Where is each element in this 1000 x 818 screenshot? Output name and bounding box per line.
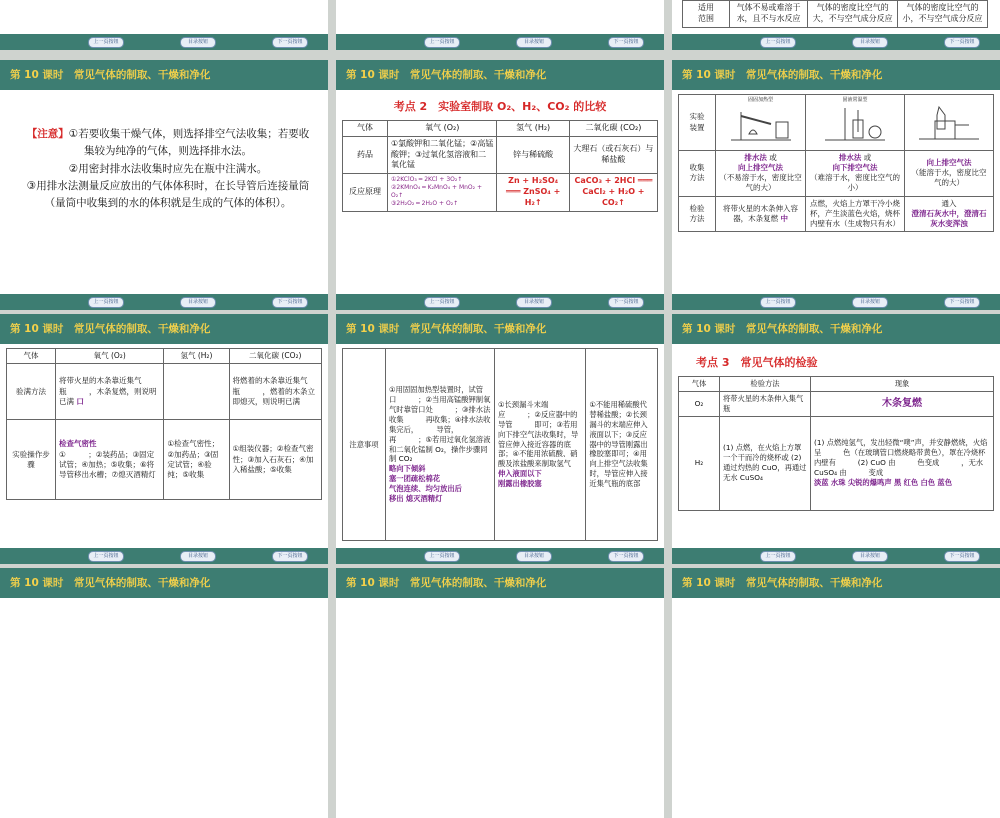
prev-button[interactable]: 上一页按钮 bbox=[88, 297, 124, 308]
notes-co2: ①不能用稀硫酸代替稀盐酸；②长颈漏斗的末端应伸入液面以下；③反应器中的导管刚露出橡胶塞即可；④用向上排空气法收集时，导管应伸入接近集气瓶的底部 bbox=[586, 349, 658, 541]
prev-button[interactable]: 上一页按钮 bbox=[88, 37, 124, 48]
topic-title: 考点 2 实验室制取 O₂、H₂、CO₂ 的比较 bbox=[393, 100, 607, 113]
heating-apparatus-icon bbox=[721, 104, 801, 144]
result-h2 bbox=[811, 416, 994, 510]
slide-header: 第 10 课时 常见气体的制取、干燥和净化 bbox=[672, 568, 1000, 598]
steps-h2: ①检查气密性；②加药品；③固定试管；④验纯；⑤收集 bbox=[164, 420, 229, 500]
slide-test bbox=[672, 314, 1000, 564]
notes-o2-answer-1: 略向下倾斜 bbox=[389, 464, 426, 474]
drugs-co2: 大理石（或石灰石）与稀盐酸 bbox=[569, 136, 657, 173]
toc-button[interactable]: 目录按钮 bbox=[516, 37, 552, 48]
col-head-gas: 气体 bbox=[7, 349, 56, 364]
note-line-3: ③用排水法测量反应放出的气体体积时，在长导管后连接量筒（量筒中收集到的水的体积就是生成的气体的体积）。 bbox=[26, 179, 310, 210]
scope-c2: 气体的密度比空气的大，不与空气成分反应 bbox=[808, 1, 898, 28]
next-button[interactable]: 下一页按钮 bbox=[944, 297, 980, 308]
funnel-apparatus-icon bbox=[909, 99, 989, 143]
slide-header: 第 10 课时 常见气体的制取、干燥和净化 bbox=[336, 60, 664, 90]
row-head-h2: H₂ bbox=[679, 416, 720, 510]
col-head-result: 现象 bbox=[811, 377, 994, 392]
scope-head: 适用 范围 bbox=[683, 1, 730, 28]
row-head-o2: O₂ bbox=[679, 391, 720, 416]
nav-bar bbox=[0, 294, 328, 310]
collect-co2-note: （能溶于水，密度比空气的大） bbox=[911, 168, 987, 188]
collect-o2-or: 或 bbox=[769, 153, 777, 162]
apparatus-liquid bbox=[806, 95, 905, 151]
row-head-drugs: 药品 bbox=[343, 136, 388, 173]
collect-o2-note: （不易溶于水，密度比空气的大） bbox=[719, 173, 802, 193]
notes-o2-answer-5: 熄灭酒精灯 bbox=[405, 493, 443, 503]
result-h2-answer-6: 白色 bbox=[920, 477, 936, 487]
method-o2: 将带火星的木条伸入集气瓶 bbox=[720, 391, 811, 416]
principle-o2 bbox=[388, 174, 497, 211]
result-h2-answer-5: 红色 bbox=[903, 477, 919, 487]
next-button[interactable]: 下一页按钮 bbox=[608, 297, 644, 308]
method-h2: (1) 点燃，在火焰上方罩一个干而冷的烧杯或 (2) 通过灼热的 CuO，再通过无水 CuSO₄ bbox=[720, 416, 811, 510]
collect-o2 bbox=[716, 151, 806, 197]
topic-title: 考点 3 常见气体的检验 bbox=[696, 356, 818, 369]
apparatus-label-1: 固固加热型 bbox=[748, 97, 774, 103]
full-o2 bbox=[56, 364, 164, 420]
principle-co2: CaCO₃ + 2HCl ═══ CaCl₂ + H₂O + CO₂↑ bbox=[569, 174, 657, 211]
notes-h2-answer-2: 刚露出橡胶塞 bbox=[497, 478, 542, 488]
col-head-h2: 氢气 (H₂) bbox=[497, 121, 569, 137]
row-head-principle: 反应原理 bbox=[343, 174, 388, 211]
result-h2-text: (1) 点燃纯氢气，发出轻微“噗”声，并安静燃烧，火焰呈 色（在玻璃管口燃烧略带黄色），罩在冷烧杯内壁有 (2) CuO 由 色变成 ，无水 CuSO₄ 由 变成 bbox=[814, 438, 988, 477]
collect-o2-answer-1: 排水法 bbox=[744, 153, 767, 162]
result-h2-answer-7: 蓝色 bbox=[937, 477, 953, 487]
toc-button[interactable]: 目录按钮 bbox=[180, 551, 216, 562]
row-head-steps: 实验操作步骤 bbox=[7, 420, 56, 500]
row-head-full: 验满方法 bbox=[7, 364, 56, 420]
next-button[interactable]: 下一页按钮 bbox=[944, 37, 980, 48]
slide-body bbox=[678, 94, 994, 290]
slide-header: 第 10 课时 常见气体的制取、干燥和净化 bbox=[672, 60, 1000, 90]
row-head-collect: 收集 方法 bbox=[679, 151, 716, 197]
note-tag: 【注意】 bbox=[26, 128, 69, 140]
steps-o2-text: ① ；②装药品；③固定试管；④加热；⑤收集；⑥将导管移出水槽；⑦熄灭酒精灯 bbox=[59, 449, 156, 479]
full-table bbox=[6, 348, 322, 500]
nav-bar bbox=[672, 548, 1000, 564]
collect-co2-answer: 向上排空气法 bbox=[926, 158, 972, 168]
scope-c1: 气体不易或难溶于水，且不与水反应 bbox=[730, 1, 808, 28]
test-co2-pre: 通入 bbox=[941, 198, 957, 208]
slide-header: 第 10 课时 常见气体的制取、干燥和净化 bbox=[0, 60, 328, 90]
collect-h2-or: 或 bbox=[863, 153, 872, 162]
drugs-h2: 锌与稀硫酸 bbox=[497, 136, 569, 173]
prev-button[interactable]: 上一页按钮 bbox=[760, 551, 796, 562]
col-head-o2: 氧气 (O₂) bbox=[56, 349, 164, 364]
prev-button[interactable]: 上一页按钮 bbox=[424, 37, 460, 48]
collect-co2 bbox=[904, 151, 993, 197]
slide-top-right bbox=[672, 0, 1000, 50]
toc-button[interactable]: 目录按钮 bbox=[180, 297, 216, 308]
slide-header: 第 10 课时 常见气体的制取、干燥和净化 bbox=[336, 314, 664, 344]
result-h2-answer-2: 水珠 bbox=[830, 477, 846, 487]
test-o2 bbox=[716, 196, 806, 231]
scope-table bbox=[682, 0, 988, 28]
nav-bar bbox=[0, 548, 328, 564]
notes-h2-text: ①长颈漏斗末端应 ；②反应器中的导管 即可；③若用向下排空气法收集时，导管应伸入接近容器的底部；④不能用浓硫酸、硝酸及浓盐酸来制取氢气 bbox=[497, 400, 579, 469]
collect-h2-answer-1: 排水法 bbox=[838, 153, 862, 162]
note-line-2: ②用密封排水法收集时应先在瓶中注满水。 bbox=[68, 162, 268, 175]
collect-table bbox=[678, 94, 994, 232]
toc-button[interactable]: 目录按钮 bbox=[516, 297, 552, 308]
nav-bar bbox=[336, 294, 664, 310]
full-co2: 将燃着的木条靠近集气瓶 ，燃着的木条立即熄灭，则说明已满 bbox=[229, 364, 322, 420]
notes-o2-text: ①用固固加热型装置时，试管口 ；②当用高锰酸钾制氧气时靠管口处 ；③排水法收集 再收集；④排水法收集完后， 导管，再 ；⑤若用过氧化氢溶液和二氧化锰制 O₂，操作步骤同制 CO₂ bbox=[389, 385, 491, 464]
col-head-h2: 氢气 (H₂) bbox=[164, 349, 229, 364]
result-h2-answer-3: 尖锐的爆鸣声 bbox=[847, 477, 892, 487]
nav-bar bbox=[336, 34, 664, 50]
prev-button[interactable]: 上一页按钮 bbox=[760, 297, 796, 308]
prev-button[interactable]: 上一页按钮 bbox=[424, 551, 460, 562]
toc-button[interactable]: 目录按钮 bbox=[852, 297, 888, 308]
apparatus-co2 bbox=[904, 95, 993, 151]
full-o2-text: 将带火星的木条靠近集气瓶 ，木条复燃，则说明已满 bbox=[59, 376, 157, 406]
slide-body bbox=[342, 348, 658, 544]
toc-button[interactable]: 目录按钮 bbox=[852, 37, 888, 48]
col-head-co2: 二氧化碳 (CO₂) bbox=[229, 349, 322, 364]
apparatus-label-2: 固液常温型 bbox=[842, 97, 868, 103]
slide-notes bbox=[336, 314, 664, 564]
full-o2-answer: 口 bbox=[76, 396, 84, 406]
o2-equation-3: ③2H₂O₂ ═ 2H₂O + O₂↑ bbox=[391, 200, 459, 208]
slide-header: 第 10 课时 常见气体的制取、干燥和净化 bbox=[672, 314, 1000, 344]
next-button[interactable]: 下一页按钮 bbox=[272, 551, 308, 562]
row-head-test: 检验 方法 bbox=[679, 196, 716, 231]
note-line-1 bbox=[22, 126, 314, 161]
scope-c3: 气体的密度比空气的小，不与空气成分反应 bbox=[898, 1, 988, 28]
notes-o2-answer-3: 气泡连续、均匀放出后 bbox=[389, 483, 462, 493]
slide-body bbox=[678, 348, 994, 544]
note-text-1: ①若要收集干燥气体，则选择排空气法收集；若要收集较为纯净的气体，则选择排水法。 bbox=[68, 128, 310, 158]
test-h2: 点燃，火焰上方罩干冷小烧杯，产生淡蓝色火焰，烧杯内壁有水（生成物只有水） bbox=[806, 196, 905, 231]
slide-body bbox=[342, 94, 658, 290]
slide-header: 第 10 课时 常见气体的制取、干燥和净化 bbox=[0, 314, 328, 344]
prev-button[interactable]: 上一页按钮 bbox=[424, 297, 460, 308]
col-head-gas: 气体 bbox=[343, 121, 388, 137]
slide-note bbox=[0, 60, 328, 310]
slide-bottom-middle bbox=[336, 568, 664, 818]
slide-header: 第 10 课时 常见气体的制取、干燥和净化 bbox=[0, 568, 328, 598]
o2-equation-1: ①2KClO₃ ═ 2KCl + 3O₂↑ bbox=[391, 176, 463, 184]
col-head-co2: 二氧化碳 (CO₂) bbox=[569, 121, 657, 137]
steps-co2: ①组装仪器；②检查气密性；③加入石灰石；④加入稀盐酸；⑤收集 bbox=[229, 420, 322, 500]
slide-top-middle bbox=[336, 0, 664, 50]
nav-bar bbox=[336, 548, 664, 564]
notes-h2-answer-1: 伸入液面以下 bbox=[497, 469, 542, 479]
next-button[interactable]: 下一页按钮 bbox=[608, 551, 644, 562]
notes-o2-answer-2: 塞一团疏松棉花 bbox=[389, 474, 441, 484]
slide-full bbox=[0, 314, 328, 564]
collect-h2-note: （难溶于水，密度比空气的小） bbox=[810, 173, 901, 193]
collect-h2 bbox=[806, 151, 905, 197]
principle-h2: Zn + H₂SO₄ ═══ ZnSO₄ + H₂↑ bbox=[497, 174, 569, 211]
collect-h2-answer-2: 向下排空气法 bbox=[832, 163, 878, 173]
test-co2-answer: 澄清石灰水中，澄清石灰水变浑浊 bbox=[911, 208, 987, 228]
test-table bbox=[678, 376, 994, 511]
slide-top-left bbox=[0, 0, 328, 50]
toc-button[interactable]: 目录按钮 bbox=[852, 551, 888, 562]
col-head-method: 检验方法 bbox=[720, 377, 811, 392]
toc-button[interactable]: 目录按钮 bbox=[516, 551, 552, 562]
test-o2-answer: 中 bbox=[780, 213, 788, 223]
notes-h2 bbox=[494, 349, 585, 541]
result-o2: 木条复燃 bbox=[811, 391, 994, 416]
next-button[interactable]: 下一页按钮 bbox=[608, 37, 644, 48]
next-button[interactable]: 下一页按钮 bbox=[272, 297, 308, 308]
steps-o2-answer: 检查气密性 bbox=[59, 439, 97, 449]
col-head-gas: 气体 bbox=[679, 377, 720, 392]
collect-o2-answer-2: 向上排空气法 bbox=[738, 163, 784, 173]
nav-bar bbox=[672, 294, 1000, 310]
nav-bar bbox=[672, 34, 1000, 50]
nav-bar bbox=[0, 34, 328, 50]
slide-compare bbox=[336, 60, 664, 310]
notes-o2-answer-4: 移出 bbox=[389, 493, 404, 503]
o2-equation-2: ②2KMnO₄ ═ K₂MnO₄ + MnO₂ + O₂↑ bbox=[391, 184, 482, 200]
apparatus-heating bbox=[716, 95, 806, 151]
next-button[interactable]: 下一页按钮 bbox=[944, 551, 980, 562]
test-co2 bbox=[904, 196, 993, 231]
col-head-o2: 氧气 (O₂) bbox=[388, 121, 497, 137]
notes-o2 bbox=[386, 349, 495, 541]
drugs-o2: ①氯酸钾和二氧化锰；②高锰酸钾；③过氧化氢溶液和二氧化锰 bbox=[388, 136, 497, 173]
notes-table bbox=[342, 348, 658, 541]
result-h2-answer-4: 黑 bbox=[893, 477, 902, 487]
compare-table bbox=[342, 120, 658, 212]
slide-header: 第 10 课时 常见气体的制取、干燥和净化 bbox=[336, 568, 664, 598]
row-head-apparatus: 实验 装置 bbox=[679, 95, 716, 151]
next-button[interactable]: 下一页按钮 bbox=[272, 37, 308, 48]
slide-bottom-left bbox=[0, 568, 328, 818]
row-head-notes: 注意事项 bbox=[343, 349, 386, 541]
steps-o2 bbox=[56, 420, 164, 500]
full-h2 bbox=[164, 364, 229, 420]
liquid-apparatus-icon bbox=[815, 104, 895, 144]
slide-collect bbox=[672, 60, 1000, 310]
result-h2-answer-1: 淡蓝 bbox=[814, 477, 829, 487]
slide-bottom-right bbox=[672, 568, 1000, 818]
toc-button[interactable]: 目录按钮 bbox=[180, 37, 216, 48]
prev-button[interactable]: 上一页按钮 bbox=[760, 37, 796, 48]
slide-body bbox=[6, 348, 322, 544]
test-o2-text: 将带火星的木条伸入容器，木条复燃 bbox=[723, 203, 799, 223]
prev-button[interactable]: 上一页按钮 bbox=[88, 551, 124, 562]
